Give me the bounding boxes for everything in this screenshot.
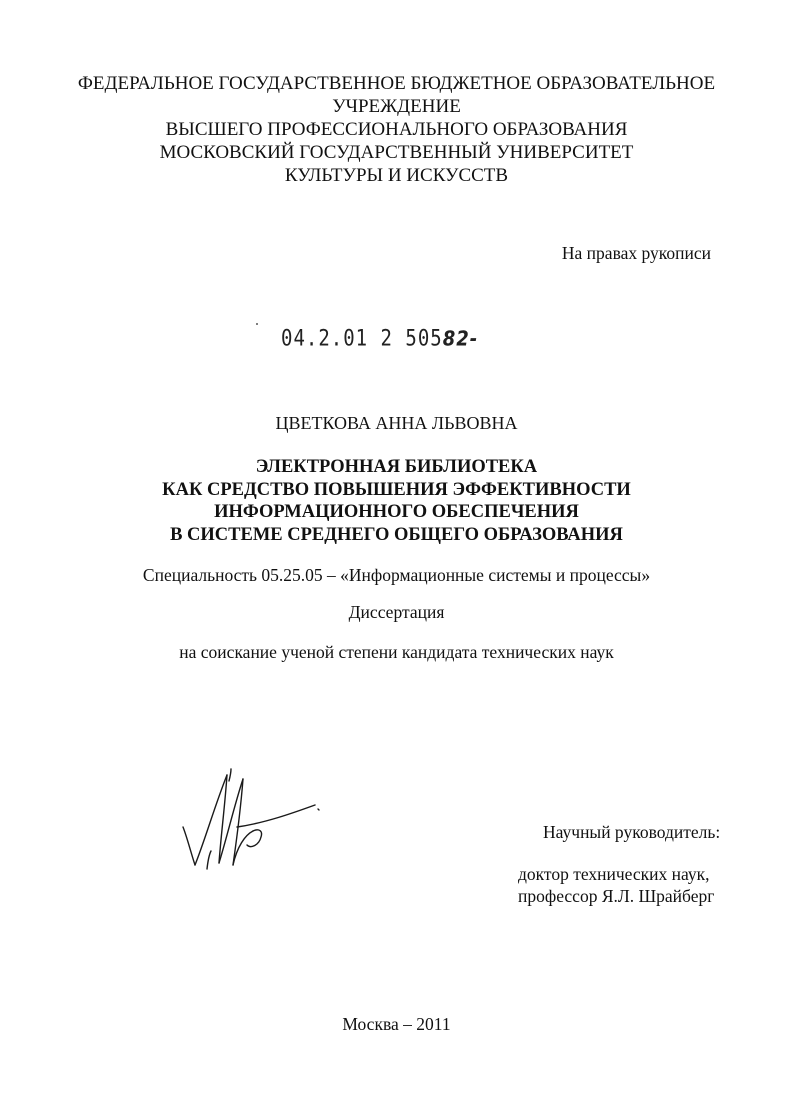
supervisor-name: профессор Я.Л. Шрайберг bbox=[518, 886, 715, 906]
registration-number-printed: 04.2.01 2 505 bbox=[281, 326, 443, 352]
registration-number-handwritten: 82- bbox=[442, 327, 479, 352]
institution-line: ВЫСШЕГО ПРОФЕССИОНАЛЬНОГО ОБРАЗОВАНИЯ bbox=[165, 119, 628, 140]
institution-header bbox=[40, 72, 753, 187]
manuscript-rights-note: На правах рукописи bbox=[561, 243, 711, 263]
title-line: КАК СРЕДСТВО ПОВЫШЕНИЯ ЭФФЕКТИВНОСТИ bbox=[162, 479, 631, 500]
registration-number bbox=[281, 326, 478, 351]
city-and-year: Москва – 2011 bbox=[342, 1014, 451, 1034]
institution-line: КУЛЬТУРЫ И ИСКУССТВ bbox=[284, 165, 509, 186]
author-signature bbox=[175, 765, 325, 875]
specialty-line: Специальность 05.25.05 – «Информационные системы и процессы» bbox=[142, 565, 651, 585]
title-line: В СИСТЕМЕ СРЕДНЕГО ОБЩЕГО ОБРАЗОВАНИЯ bbox=[170, 524, 623, 545]
stamp-dot bbox=[256, 323, 258, 325]
author-name: ЦВЕТКОВА АННА ЛЬВОВНА bbox=[275, 413, 518, 433]
supervisor-degree: доктор технических наук, bbox=[518, 864, 710, 884]
title-line: ЭЛЕКТРОННАЯ БИБЛИОТЕКА bbox=[255, 457, 538, 477]
supervisor-label: Научный руководитель: bbox=[543, 822, 721, 842]
institution-line: МОСКОВСКИЙ ГОСУДАРСТВЕННЫЙ УНИВЕРСИТЕТ bbox=[159, 142, 634, 163]
dissertation-title bbox=[40, 456, 753, 546]
institution-line: ФЕДЕРАЛЬНОЕ ГОСУДАРСТВЕННОЕ БЮДЖЕТНОЕ ОБРАЗОВАТЕЛЬНОЕ bbox=[77, 73, 716, 94]
institution-line: УЧРЕЖДЕНИЕ bbox=[332, 96, 461, 117]
title-line: ИНФОРМАЦИОННОГО ОБЕСПЕЧЕНИЯ bbox=[214, 502, 579, 522]
work-type: Диссертация bbox=[348, 602, 445, 622]
degree-line: на соискание ученой степени кандидата технических наук bbox=[179, 642, 614, 662]
